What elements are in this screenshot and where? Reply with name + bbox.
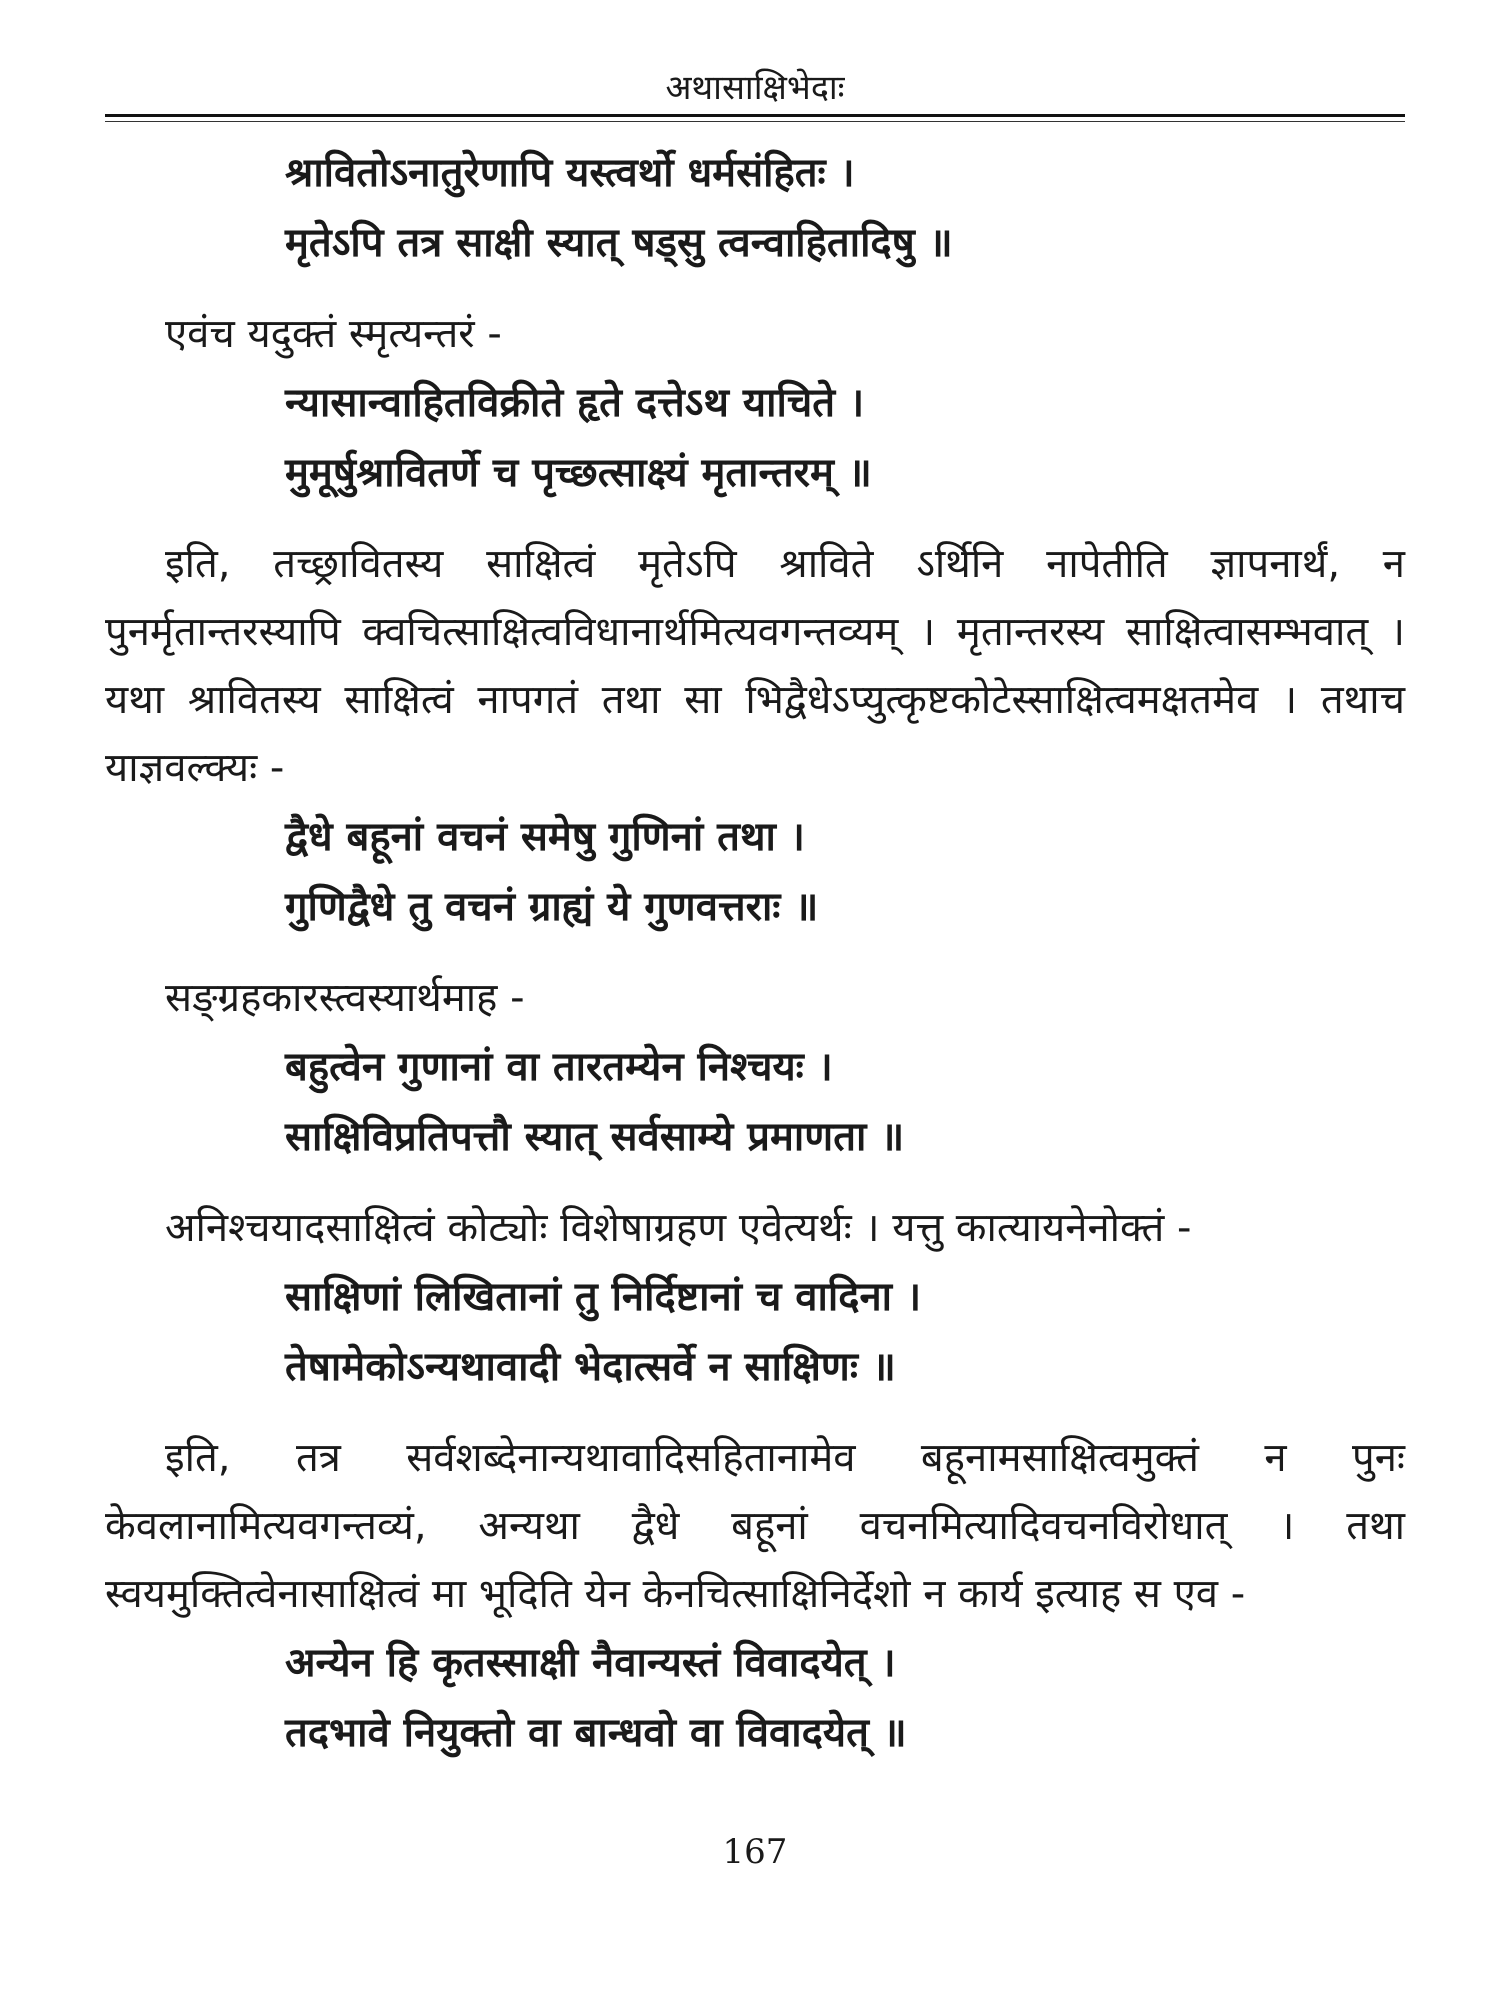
running-header: अथासाक्षिभेदाः xyxy=(665,68,845,108)
header-rule-thin xyxy=(105,121,1405,122)
verse-line: मुमूर्षुश्रावितर्णे च पृच्छत्साक्ष्यं मृतान्तरम् ॥ xyxy=(285,450,872,496)
verse-line: तदभावे नियुक्तो वा बान्धवो वा विवादयेत् ॥ xyxy=(285,1710,907,1756)
verse-block-6 xyxy=(105,1628,1405,1768)
verse-line: न्यासान्वाहितविक्रीते हृते दत्तेऽथ याचिते । xyxy=(285,380,865,426)
verse-block-4 xyxy=(105,1032,1405,1172)
verse-line: श्रावितोऽनातुरेणापि यस्त्वर्थो धर्मसंहितः । xyxy=(285,150,855,196)
page-number: 167 xyxy=(722,1832,788,1872)
verse-line: साक्षिणां लिखितानां तु निर्दिष्टानां च वादिना । xyxy=(285,1274,922,1320)
verse-line: तेषामेकोऽन्यथावादी भेदात्सर्वे न साक्षिणः ॥ xyxy=(285,1344,896,1390)
header-rule xyxy=(105,114,1405,117)
commentary-paragraph-1 xyxy=(105,530,1405,802)
page-body xyxy=(105,138,1405,1768)
verse-line: गुणिद्वैधे तु वचनं ग्राह्यं ये गुणवत्तराः ॥ xyxy=(285,884,819,930)
paragraph-text: अनिश्चयादसाक्षित्वं कोट्योः विशेषाग्रहण एवेत्यर्थः । यत्तु कात्यायनेनोक्तं - xyxy=(165,1205,1192,1251)
verse-block-5 xyxy=(105,1262,1405,1402)
intro-line-1: एवंच यदुक्तं स्मृत्यन्तरं - xyxy=(165,311,502,357)
verse-block-3 xyxy=(105,802,1405,942)
verse-line: अन्येन हि कृतस्साक्षी नैवान्यस्तं विवादयेत् । xyxy=(285,1640,896,1686)
intro-line-2: सङ्ग्रहकारस्त्वस्यार्थमाह - xyxy=(165,975,525,1021)
verse-block-1 xyxy=(105,138,1405,278)
verse-line: साक्षिविप्रतिपत्तौ स्यात् सर्वसाम्ये प्रमाणता ॥ xyxy=(285,1114,905,1160)
commentary-paragraph-3 xyxy=(105,1424,1405,1628)
verse-line: बहुत्वेन गुणानां वा तारतम्येन निश्चयः । xyxy=(285,1044,833,1090)
paragraph-text: इति, तच्छ्रावितस्य साक्षित्वं मृतेऽपि श्राविते ऽर्थिनि नापेतीति ज्ञापनार्थं, न पुनर्मृतान्तरस्यापि क्वचित्साक्षित्वविधानार्थमित्यवगन्तव्यम् । मृतान्तरस्य साक्षित्वासम्भवात् । यथा श्रावितस्य साक्षित्वं नापगतं तथा सा भिद्वैधेऽप्युत्कृष्टकोटेस्साक्षित्वमक्षतमेव । तथाच याज्ञवल्क्यः - xyxy=(105,541,1405,791)
paragraph-text: इति, तत्र सर्वशब्देनान्यथावादिसहितानामेव बहूनामसाक्षित्वमुक्तं न पुनः केवलानामित्यवगन्तव्यं, अन्यथा द्वैधे बहूनां वचनमित्यादिवचनविरोधात् । तथा स्वयमुक्तित्वेनासाक्षित्वं मा भूदिति येन केनचित्साक्षिनिर्देशो न कार्य इत्याह स एव - xyxy=(105,1435,1405,1617)
verse-line: द्वैधे बहूनां वचनं समेषु गुणिनां तथा । xyxy=(285,814,805,860)
commentary-paragraph-2 xyxy=(105,1194,1405,1262)
verse-line: मृतेऽपि तत्र साक्षी स्यात् षड्सु त्वन्वाहितादिषु ॥ xyxy=(285,220,953,266)
verse-block-2 xyxy=(105,368,1405,508)
